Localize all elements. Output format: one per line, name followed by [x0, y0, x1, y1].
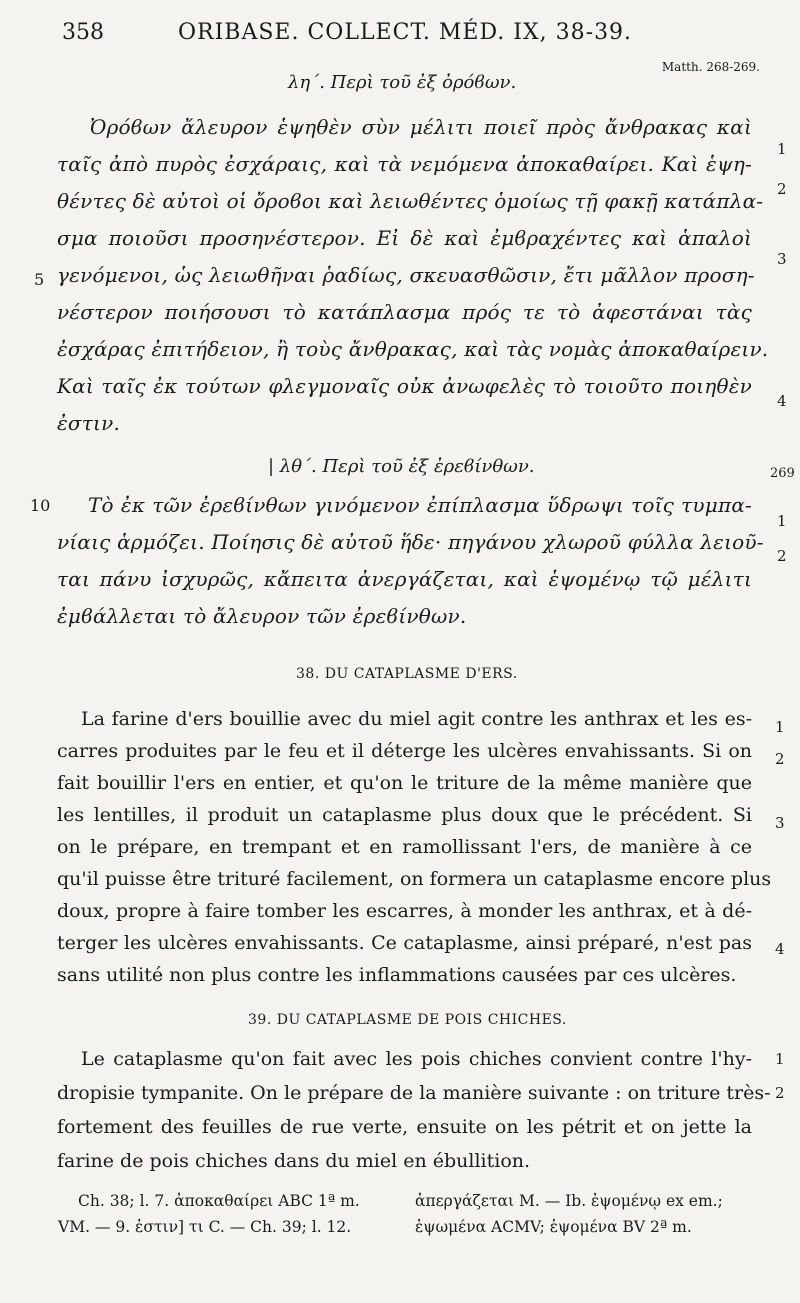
running-title: ORIBASE. COLLECT. MÉD. IX, 38-39.: [178, 20, 633, 45]
section-number: 4: [775, 940, 785, 958]
french-line: Le cataplasme qu'on fait avec les pois chiches convient contre l'hy-: [81, 1048, 752, 1070]
section-number: 2: [775, 1084, 785, 1102]
greek-line: θέντες δὲ αὐτοὶ οἱ ὄροϐοι καὶ λειωθέντες ὁμοίως τῇ φακῇ κατάπλα-: [57, 189, 764, 213]
greek-line: Ὀρόϐων ἄλευρον ἑψηθὲν σὺν μέλιτι ποιεῖ πρὸς ἄνθρακας καὶ: [90, 115, 752, 139]
greek-line: ταῖς ἀπὸ πυρὸς ἐσχάραις, καὶ τὰ νεμόμενα ἀποκαθαίρει. Καὶ ἑψη-: [57, 152, 752, 176]
page-number: 358: [62, 20, 104, 45]
section-number: 1: [777, 512, 787, 530]
french-heading-38: 38. DU CATAPLASME D'ERS.: [296, 666, 518, 682]
french-line: on le prépare, en trempant et en ramollissant l'ers, de manière à ce: [57, 836, 752, 858]
french-line: dropisie tympanite. On le prépare de la manière suivante : on triture très-: [57, 1082, 771, 1104]
footnote-line: Ch. 38; l. 7. ἀποκαθαίρει ABC 1ª m.: [78, 1192, 360, 1210]
french-line: qu'il puisse être trituré facilement, on formera un cataplasme encore plus: [57, 868, 772, 890]
matthaei-reference: Matth. 268-269.: [661, 60, 760, 74]
french-line: les lentilles, il produit un cataplasme plus doux que le précédent. Si: [57, 804, 752, 826]
french-line: doux, propre à faire tomber les escarres, à monder les anthrax, et à dé-: [57, 900, 752, 922]
section-number: 2: [775, 750, 785, 768]
section-number: 2: [777, 180, 787, 198]
greek-line: Καὶ ταῖς ἐκ τούτων φλεγμοναῖς οὐκ ἀνωφελὲς τὸ τοιοῦτο ποιηθὲν: [57, 374, 752, 398]
greek-heading-39: | λθ΄. Περὶ τοῦ ἐξ ἐρεϐίνθων.: [268, 456, 535, 477]
line-number: 10: [30, 496, 51, 515]
french-line: terger les ulcères envahissants. Ce cataplasme, ainsi préparé, n'est pas: [57, 932, 752, 954]
footnote-line: ἑψωμένα ACMV; ἑψομένα BV 2ª m.: [415, 1218, 692, 1236]
greek-line: ται πάνυ ἰσχυρῶς, κἄπειτα ἀνεργάζεται, καὶ ἑψομένῳ τῷ μέλιτι: [57, 567, 752, 591]
greek-line: νέστερον ποιήσουσι τὸ κατάπλασμα πρός τε τὸ ἀφεστάναι τὰς: [57, 300, 752, 324]
section-number: 2: [777, 547, 787, 565]
section-number: 3: [775, 814, 785, 832]
greek-line: Τὸ ἐκ τῶν ἐρεϐίνθων γινόμενον ἐπίπλασμα ὕδρωψι τοῖς τυμπα-: [88, 493, 752, 517]
french-line: fait bouillir l'ers en entier, et qu'on le triture de la même manière que: [57, 772, 752, 794]
section-number: 1: [777, 140, 787, 158]
greek-line: ἐσχάρας ἐπιτήδειον, ἢ τοὺς ἄνθρακας, καὶ τὰς νομὰς ἀποκαθαίρειν.: [57, 337, 769, 361]
footnote-line: VM. — 9. ἐστιν] τι C. — Ch. 39; l. 12.: [58, 1218, 352, 1236]
french-line: sans utilité non plus contre les inflammations causées par ces ulcères.: [57, 964, 737, 986]
greek-line: νίαις ἁρμόζει. Ποίησις δὲ αὐτοῦ ἥδε· πηγάνου χλωροῦ φύλλα λειοῦ-: [57, 530, 764, 554]
french-line: farine de pois chiches dans du miel en ébullition.: [57, 1150, 531, 1172]
french-line: carres produites par le feu et il déterge les ulcères envahissants. Si on: [57, 740, 752, 762]
section-number: 3: [777, 250, 787, 268]
section-number: 4: [777, 392, 787, 410]
matthaei-page-marker: 269: [770, 466, 795, 481]
section-number: 1: [775, 1050, 785, 1068]
greek-line: ἐμϐάλλεται τὸ ἄλευρον τῶν ἐρεϐίνθων.: [57, 604, 467, 628]
french-heading-39: 39. DU CATAPLASME DE POIS CHICHES.: [248, 1012, 567, 1028]
footnote-line: ἀπεργάζεται M. — Ib. ἑψομένῳ ex em.;: [415, 1192, 723, 1210]
greek-line: ἐστιν.: [57, 411, 121, 435]
section-number: 1: [775, 718, 785, 736]
greek-line: γενόμενοι, ὡς λειωθῆναι ῥαδίως, σκευασθῶσιν, ἔτι μᾶλλον προση-: [57, 263, 755, 287]
greek-heading-38: λη΄. Περὶ τοῦ ἐξ ὀρόϐων.: [288, 72, 517, 93]
greek-line: σμα ποιοῦσι προσηνέστερον. Εἰ δὲ καὶ ἐμϐραχέντες καὶ ἁπαλοὶ: [57, 226, 752, 250]
french-line: La farine d'ers bouillie avec du miel agit contre les anthrax et les es-: [81, 708, 752, 730]
french-line: fortement des feuilles de rue verte, ensuite on les pétrit et on jette la: [57, 1116, 752, 1138]
line-number: 5: [34, 270, 45, 289]
